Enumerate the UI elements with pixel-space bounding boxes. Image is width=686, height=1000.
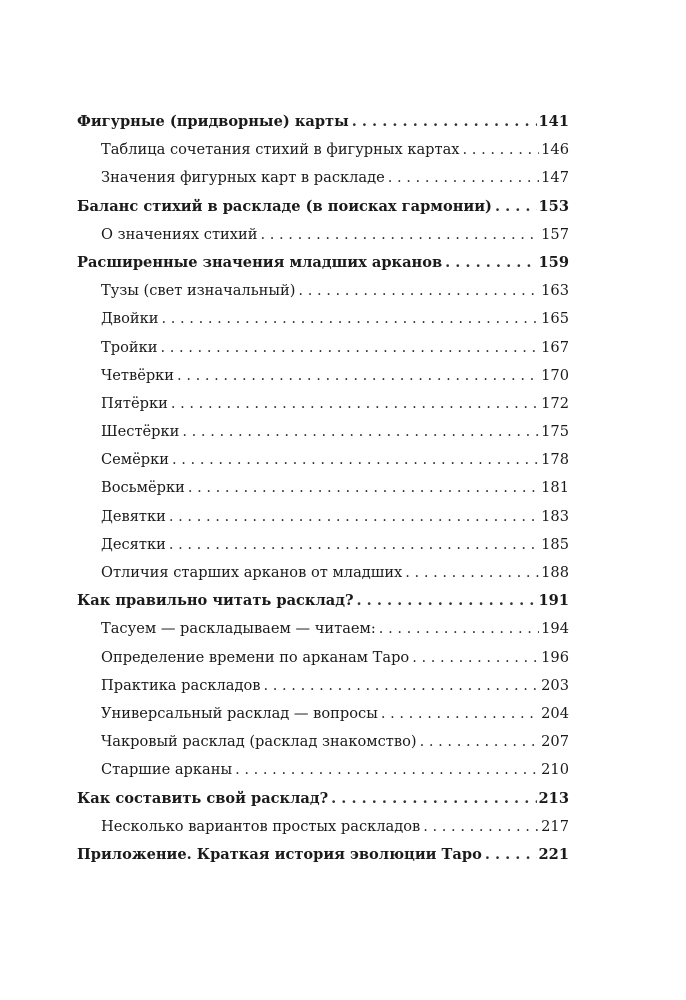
toc-subsection xyxy=(77,136,569,164)
toc-subsection xyxy=(77,390,569,418)
dot-leader xyxy=(331,785,536,813)
dot-leader xyxy=(420,728,540,756)
dot-leader xyxy=(169,503,539,531)
toc-entry-page-number: 159 xyxy=(538,253,569,271)
dot-leader xyxy=(445,249,536,277)
dot-leader xyxy=(161,305,539,333)
toc-subsection xyxy=(77,559,569,587)
toc-entry-page-number: 147 xyxy=(541,169,569,187)
toc-section xyxy=(77,587,569,615)
toc-entry-page-number: 157 xyxy=(541,225,569,243)
toc-entry-title: Десятки xyxy=(101,535,166,553)
toc-entry-page-number: 203 xyxy=(541,676,569,694)
toc-entry-page-number: 181 xyxy=(541,479,569,497)
dot-leader xyxy=(260,221,539,249)
toc-entry-title: Баланс стихий в раскладе (в поисках гармонии) xyxy=(77,197,492,215)
toc-entry-page-number: 210 xyxy=(541,761,569,779)
toc-subsection xyxy=(77,446,569,474)
toc-section xyxy=(77,841,569,869)
toc-entry-page-number: 221 xyxy=(538,845,569,863)
toc-entry-title: Значения фигурных карт в раскладе xyxy=(101,169,385,187)
toc-entry-page-number: 172 xyxy=(541,394,569,412)
toc-entry-page-number: 165 xyxy=(541,310,569,328)
toc-entry-page-number: 170 xyxy=(541,366,569,384)
toc-entry-title: Тройки xyxy=(101,338,158,356)
dot-leader xyxy=(352,108,537,136)
toc-entry-page-number: 146 xyxy=(541,141,569,159)
dot-leader xyxy=(169,531,539,559)
toc-entry-title: Отличия старших арканов от младших xyxy=(101,564,403,581)
dot-leader xyxy=(357,587,537,615)
toc-subsection xyxy=(77,277,569,305)
toc-entry-page-number: 163 xyxy=(541,282,569,300)
toc-entry-page-number: 185 xyxy=(541,535,569,553)
toc-subsection xyxy=(77,756,569,784)
dot-leader xyxy=(160,334,539,362)
toc-entry-page-number: 207 xyxy=(541,733,569,751)
toc-entry-page-number: 213 xyxy=(538,789,569,807)
toc-section xyxy=(77,193,569,221)
toc-entry-title: Приложение. Краткая история эволюции Таро xyxy=(77,845,482,863)
toc-subsection xyxy=(77,700,569,728)
toc-entry-page-number: 183 xyxy=(541,507,569,525)
toc-entry-title: Фигурные (придворные) карты xyxy=(77,113,349,130)
toc-entry-page-number: 188 xyxy=(541,564,569,581)
toc-entry-page-number: 153 xyxy=(538,197,569,215)
toc-entry-page-number: 175 xyxy=(541,423,569,441)
toc-entry-title: Семёрки xyxy=(101,451,169,469)
toc-entry-title: Как правильно читать расклад? xyxy=(77,592,354,610)
toc-entry-page-number: 191 xyxy=(538,592,569,610)
toc-entry-title: Тузы (свет изначальный) xyxy=(101,282,296,300)
toc-entry-title: Тасуем — раскладываем — читаем: xyxy=(101,620,376,638)
dot-leader xyxy=(235,756,539,784)
toc-entry-page-number: 178 xyxy=(541,451,569,469)
toc-subsection xyxy=(77,164,569,192)
toc-entry-title: Двойки xyxy=(101,310,159,328)
toc-section xyxy=(77,108,569,136)
toc-entry-title: Несколько вариантов простых раскладов xyxy=(101,817,421,835)
toc-entry-title: Как составить свой расклад? xyxy=(77,789,329,807)
dot-leader xyxy=(379,615,539,643)
dot-leader xyxy=(177,362,539,390)
toc-entry-page-number: 194 xyxy=(541,620,569,638)
toc-subsection xyxy=(77,334,569,362)
dot-leader xyxy=(188,474,539,502)
dot-leader xyxy=(485,841,537,869)
toc-entry-title: Пятёрки xyxy=(101,394,168,412)
toc-entry-title: Шестёрки xyxy=(101,423,180,441)
dot-leader xyxy=(495,193,537,221)
toc-subsection xyxy=(77,418,569,446)
toc-entry-title: Старшие арканы xyxy=(101,761,233,779)
toc-entry-title: Таблица сочетания стихий в фигурных картах xyxy=(101,141,460,159)
dot-leader xyxy=(172,446,539,474)
toc-subsection xyxy=(77,503,569,531)
toc-subsection xyxy=(77,362,569,390)
toc-subsection xyxy=(77,728,569,756)
dot-leader xyxy=(412,644,539,672)
dot-leader xyxy=(381,700,539,728)
toc-entry-page-number: 204 xyxy=(541,704,569,722)
toc-entry-title: Универсальный расклад — вопросы xyxy=(101,704,378,722)
toc-entry-page-number: 141 xyxy=(538,113,569,130)
dot-leader xyxy=(182,418,539,446)
toc-subsection xyxy=(77,644,569,672)
dot-leader xyxy=(463,136,540,164)
toc-entry-page-number: 167 xyxy=(541,338,569,356)
dot-leader xyxy=(263,672,539,700)
toc-subsection xyxy=(77,474,569,502)
dot-leader xyxy=(171,390,539,418)
toc-entry-title: Чакровый расклад (расклад знакомство) xyxy=(101,733,417,751)
toc-entry-title: О значениях стихий xyxy=(101,225,258,243)
table-of-contents xyxy=(77,108,569,869)
toc-entry-title: Девятки xyxy=(101,507,166,525)
toc-subsection xyxy=(77,672,569,700)
toc-entry-page-number: 217 xyxy=(541,817,569,835)
toc-entry-page-number: 196 xyxy=(541,648,569,666)
toc-entry-title: Восьмёрки xyxy=(101,479,185,497)
dot-leader xyxy=(423,813,539,841)
toc-entry-title: Практика раскладов xyxy=(101,676,261,694)
toc-section xyxy=(77,249,569,277)
toc-subsection xyxy=(77,813,569,841)
toc-entry-title: Расширенные значения младших арканов xyxy=(77,253,443,271)
dot-leader xyxy=(298,277,539,305)
toc-subsection xyxy=(77,531,569,559)
toc-entry-title: Четвёрки xyxy=(101,366,175,384)
toc-section xyxy=(77,785,569,813)
dot-leader xyxy=(388,164,539,192)
toc-entry-title: Определение времени по арканам Таро xyxy=(101,648,410,666)
toc-subsection xyxy=(77,305,569,333)
toc-subsection xyxy=(77,615,569,643)
toc-subsection xyxy=(77,221,569,249)
dot-leader xyxy=(405,559,539,587)
